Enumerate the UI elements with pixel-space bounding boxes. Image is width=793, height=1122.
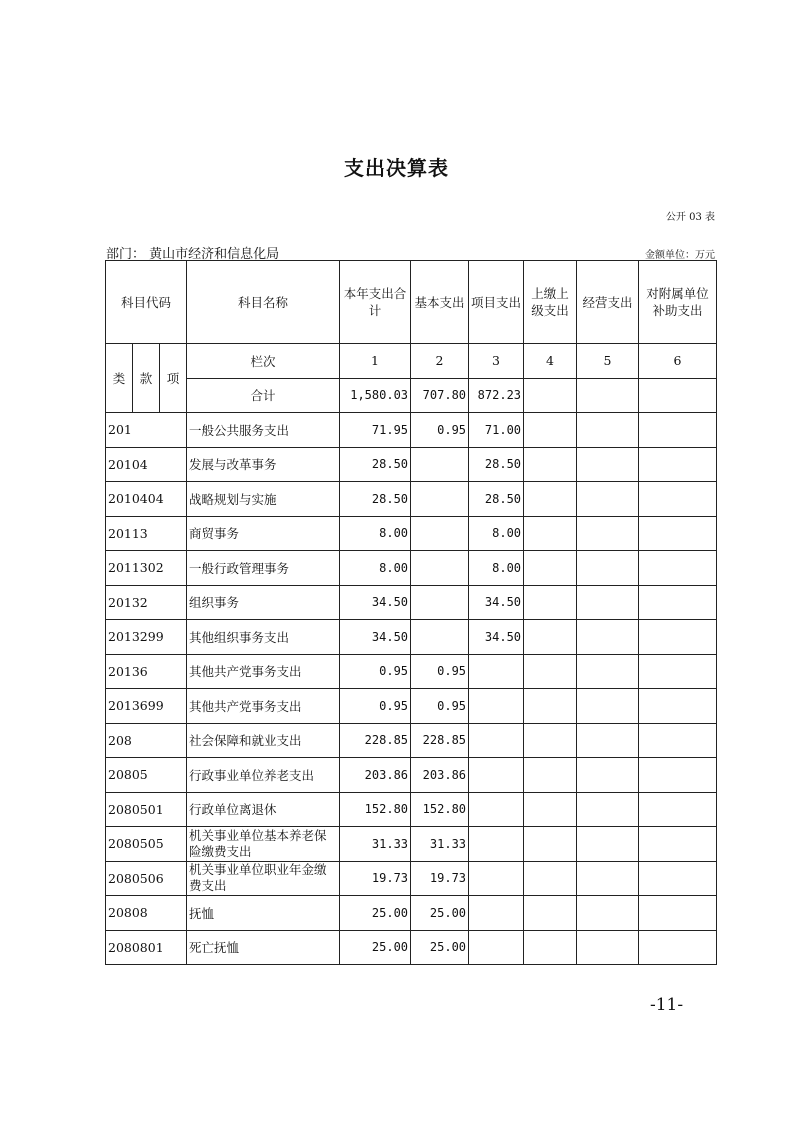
row-subsidy: [639, 861, 717, 896]
total-basic: 707.80: [411, 378, 469, 413]
row-upper: [524, 654, 577, 689]
row-name: 社会保障和就业支出: [187, 723, 340, 758]
form-number: 公开 03 表: [665, 212, 715, 223]
department-name: 黄山市经济和信息化局: [149, 247, 280, 262]
expenditure-table: [105, 260, 717, 965]
table-row: [106, 723, 717, 758]
row-total: 228.85: [340, 723, 411, 758]
row-total: 28.50: [340, 447, 411, 482]
row-subsidy: [639, 585, 717, 620]
row-upper: [524, 413, 577, 448]
row-project: [469, 689, 524, 724]
table-row: [106, 930, 717, 965]
table-row: [106, 654, 717, 689]
row-upper: [524, 792, 577, 827]
row-business: [577, 758, 639, 793]
row-basic: 203.86: [411, 758, 469, 793]
row-name: 组织事务: [187, 585, 340, 620]
table-row: [106, 758, 717, 793]
row-code: 20808: [106, 896, 187, 931]
row-code: 2080501: [106, 792, 187, 827]
row-project: 34.50: [469, 585, 524, 620]
row-project: [469, 654, 524, 689]
row-code: 201: [106, 413, 187, 448]
row-total: 0.95: [340, 689, 411, 724]
header-business: 经营支出: [577, 261, 639, 344]
row-upper: [524, 827, 577, 862]
total-sum: 1,580.03: [340, 378, 411, 413]
row-total: 203.86: [340, 758, 411, 793]
header-code: 科目代码: [106, 261, 187, 344]
row-code: 20104: [106, 447, 187, 482]
row-project: 71.00: [469, 413, 524, 448]
row-basic: 31.33: [411, 827, 469, 862]
row-total: 28.50: [340, 482, 411, 517]
total-subsidy: [639, 378, 717, 413]
row-upper: [524, 585, 577, 620]
row-business: [577, 723, 639, 758]
row-project: [469, 827, 524, 862]
row-subsidy: [639, 896, 717, 931]
row-name: 一般公共服务支出: [187, 413, 340, 448]
row-basic: [411, 551, 469, 586]
col-number-5: 5: [577, 344, 639, 379]
row-business: [577, 413, 639, 448]
header-project: 项目支出: [469, 261, 524, 344]
row-subsidy: [639, 413, 717, 448]
row-project: 8.00: [469, 551, 524, 586]
row-total: 34.50: [340, 585, 411, 620]
row-basic: 25.00: [411, 930, 469, 965]
total-business: [577, 378, 639, 413]
row-total: 31.33: [340, 827, 411, 862]
row-name: 抚恤: [187, 896, 340, 931]
row-basic: [411, 516, 469, 551]
header-basic: 基本支出: [411, 261, 469, 344]
page-number: -11-: [650, 995, 684, 1015]
row-business: [577, 585, 639, 620]
row-project: 34.50: [469, 620, 524, 655]
col-number-3: 3: [469, 344, 524, 379]
row-code: 2080505: [106, 827, 187, 862]
row-basic: 25.00: [411, 896, 469, 931]
row-business: [577, 482, 639, 517]
header-xiang: 项: [160, 344, 187, 413]
row-total: 19.73: [340, 861, 411, 896]
row-project: 28.50: [469, 447, 524, 482]
row-subsidy: [639, 689, 717, 724]
row-total: 25.00: [340, 930, 411, 965]
table-row: [106, 827, 717, 862]
row-business: [577, 896, 639, 931]
table-row: [106, 620, 717, 655]
row-basic: 152.80: [411, 792, 469, 827]
col-number-6: 6: [639, 344, 717, 379]
row-total: 8.00: [340, 551, 411, 586]
row-business: [577, 861, 639, 896]
row-basic: 0.95: [411, 654, 469, 689]
row-total: 25.00: [340, 896, 411, 931]
header-lanci: 栏次: [187, 344, 340, 379]
row-project: 28.50: [469, 482, 524, 517]
row-code: 2080506: [106, 861, 187, 896]
row-name: 行政单位离退休: [187, 792, 340, 827]
table-row: [106, 896, 717, 931]
row-basic: [411, 585, 469, 620]
row-business: [577, 827, 639, 862]
total-label: 合计: [187, 378, 340, 413]
table-row: [106, 585, 717, 620]
header-kuan: 款: [133, 344, 160, 413]
row-total: 71.95: [340, 413, 411, 448]
row-basic: 0.95: [411, 689, 469, 724]
row-upper: [524, 896, 577, 931]
row-subsidy: [639, 827, 717, 862]
row-name: 其他组织事务支出: [187, 620, 340, 655]
page-title: 支出决算表: [344, 156, 449, 180]
row-upper: [524, 861, 577, 896]
row-code: 20113: [106, 516, 187, 551]
table-row: [106, 447, 717, 482]
row-business: [577, 516, 639, 551]
row-business: [577, 930, 639, 965]
row-subsidy: [639, 620, 717, 655]
row-code: 2011302: [106, 551, 187, 586]
header-total: 本年支出合计: [340, 261, 411, 344]
row-project: [469, 758, 524, 793]
row-subsidy: [639, 516, 717, 551]
row-name: 行政事业单位养老支出: [187, 758, 340, 793]
row-name: 战略规划与实施: [187, 482, 340, 517]
row-name: 其他共产党事务支出: [187, 689, 340, 724]
header-subsidy: 对附属单位补助支出: [639, 261, 717, 344]
row-basic: 228.85: [411, 723, 469, 758]
row-name: 死亡抚恤: [187, 930, 340, 965]
row-total: 152.80: [340, 792, 411, 827]
row-business: [577, 620, 639, 655]
table-row: [106, 792, 717, 827]
total-project: 872.23: [469, 378, 524, 413]
row-name: 一般行政管理事务: [187, 551, 340, 586]
row-business: [577, 689, 639, 724]
row-project: [469, 861, 524, 896]
row-code: 208: [106, 723, 187, 758]
row-code: 2080801: [106, 930, 187, 965]
row-subsidy: [639, 482, 717, 517]
table-row: [106, 861, 717, 896]
row-code: 20136: [106, 654, 187, 689]
row-upper: [524, 930, 577, 965]
row-code: 20132: [106, 585, 187, 620]
row-business: [577, 792, 639, 827]
row-project: 8.00: [469, 516, 524, 551]
row-subsidy: [639, 758, 717, 793]
amount-unit: 金额单位：万元: [645, 250, 715, 261]
row-upper: [524, 551, 577, 586]
row-subsidy: [639, 551, 717, 586]
row-subsidy: [639, 930, 717, 965]
row-total: 8.00: [340, 516, 411, 551]
row-subsidy: [639, 447, 717, 482]
row-upper: [524, 447, 577, 482]
col-number-4: 4: [524, 344, 577, 379]
table-row: [106, 482, 717, 517]
row-total: 34.50: [340, 620, 411, 655]
row-basic: [411, 482, 469, 517]
row-subsidy: [639, 654, 717, 689]
total-upper: [524, 378, 577, 413]
row-upper: [524, 482, 577, 517]
row-total: 0.95: [340, 654, 411, 689]
row-upper: [524, 516, 577, 551]
header-lei: 类: [106, 344, 133, 413]
table-row: [106, 413, 717, 448]
row-project: [469, 792, 524, 827]
row-basic: [411, 620, 469, 655]
row-project: [469, 896, 524, 931]
row-project: [469, 723, 524, 758]
header-name: 科目名称: [187, 261, 340, 344]
row-upper: [524, 723, 577, 758]
table-row: [106, 689, 717, 724]
row-business: [577, 551, 639, 586]
row-name: 其他共产党事务支出: [187, 654, 340, 689]
row-name: 机关事业单位职业年金缴费支出: [187, 861, 340, 896]
col-number-1: 1: [340, 344, 411, 379]
row-basic: [411, 447, 469, 482]
row-name: 商贸事务: [187, 516, 340, 551]
table-row: [106, 551, 717, 586]
col-number-2: 2: [411, 344, 469, 379]
row-name: 机关事业单位基本养老保险缴费支出: [187, 827, 340, 862]
row-project: [469, 930, 524, 965]
row-upper: [524, 620, 577, 655]
row-business: [577, 654, 639, 689]
row-upper: [524, 689, 577, 724]
row-basic: 19.73: [411, 861, 469, 896]
row-upper: [524, 758, 577, 793]
row-subsidy: [639, 723, 717, 758]
department-label: 部门：: [106, 247, 146, 262]
row-code: 20805: [106, 758, 187, 793]
row-subsidy: [639, 792, 717, 827]
row-name: 发展与改革事务: [187, 447, 340, 482]
row-business: [577, 447, 639, 482]
table-row: [106, 516, 717, 551]
row-code: 2013299: [106, 620, 187, 655]
header-upper: 上缴上级支出: [524, 261, 577, 344]
row-code: 2013699: [106, 689, 187, 724]
row-code: 2010404: [106, 482, 187, 517]
row-basic: 0.95: [411, 413, 469, 448]
